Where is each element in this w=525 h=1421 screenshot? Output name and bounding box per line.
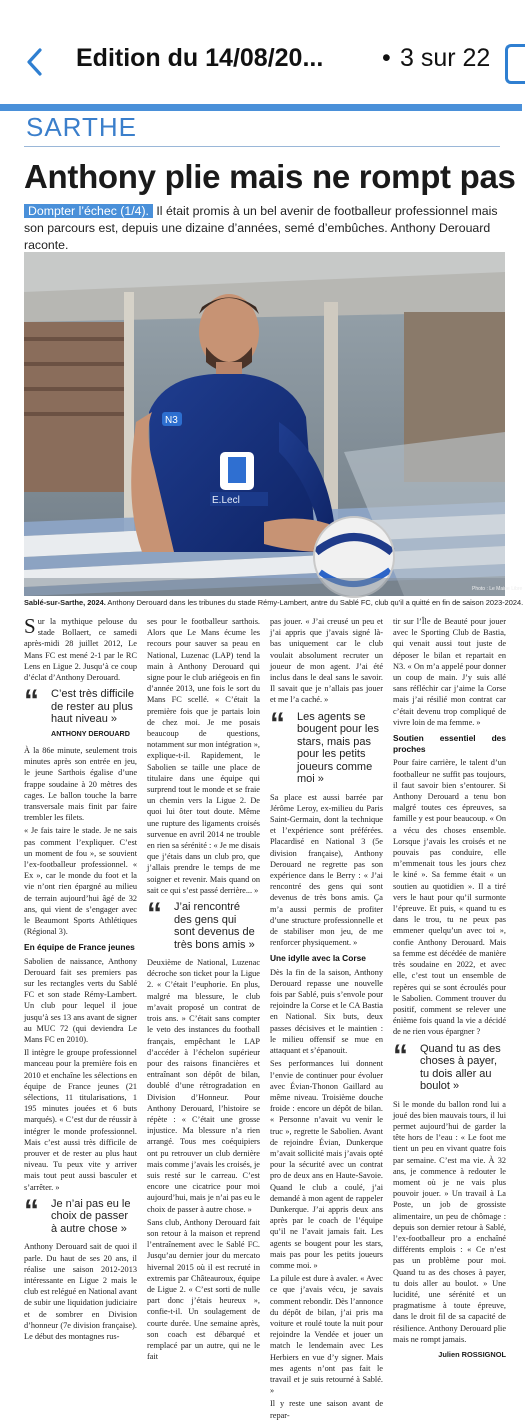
svg-text:N3: N3 — [165, 415, 178, 426]
paragraph: pas jouer. « J’ai creusé un peu et j’ai appris que j’avais signé là-bas uniquement car le club voulait absolument recruter un joueur de mon agent. J’ai été inclus dans le deal sans le savoir. Il savait que je n’allais pas jouer et me l’a caché. » — [270, 617, 383, 705]
paragraph: Il y reste une saison avant de repar- — [270, 1399, 383, 1420]
subheading: En équipe de France jeunes — [24, 942, 135, 953]
photo-caption — [24, 598, 524, 607]
paragraph: Dès la fin de la saison, Anthony Derouard repasse une nouvelle fois par Sablé, puis s’envole pour rejoindre la Corse et le CA Bastia en National. Six buts, deux passes décisives et le maintien : le milieu offensif se mue en attaquant et s’épanouit. — [270, 967, 383, 1056]
page-indicator: 3 sur 22 — [400, 44, 491, 72]
author-signature: Julien ROSSIGNOL — [438, 1349, 506, 1359]
edition-title: Edition du 14/08/20... — [76, 44, 324, 72]
pull-quote-text: Quand tu as des choses à payer, tu dois aller au boulot » — [420, 1042, 501, 1093]
top-nav-bar — [0, 0, 522, 100]
next-page-control[interactable] — [505, 44, 525, 84]
paragraph: Deuxième de National, Luzenac décroche son ticket pour la Ligue 2. « C’était l’euphorie. En plus, malgré ma blessure, le club m’avait proposé un contrat de trois ans. » C’était sans compter le veto des instances du football français, empêchant le LAP d’accéder à l’échelon supérieur pour des raisons financières et entraînant son dépôt de bilan, doublé d’une rétrogradation en Division d’Honneur. Pour Anthony Derouard, l’histoire se répète : « C’était une grosse injustice. Ma blessure n’a rien arrangé. Tous mes coéquipiers ont pu retrouver un club dernière mais comme j’avais les croisés, je suis resté sur le carreau. C’est encore une cicatrice pour moi aujourd’hui, mais je n’ai pas eu le choix de passer à autre chose. » — [147, 958, 260, 1214]
pull-quote — [24, 684, 137, 739]
quote-mark-icon: “ — [24, 684, 39, 718]
pull-quote — [393, 1038, 506, 1093]
section-top-rule — [0, 104, 522, 111]
pull-quote — [24, 1193, 137, 1236]
article-photo — [24, 252, 523, 596]
quote-mark-icon: “ — [147, 897, 162, 931]
paragraph: La pilule est dure à avaler. « Avec ce que j’avais vécu, je savais comment rebondir. Dès l’annonce du dépôt de bilan, j’ai pris ma voiture et roulé toute la nuit pour rejoindre la Vendée et jouer un match le lendemain avec Les Herbiers en vue d’y signer. Mais mes agents n’ont pas fait le travail et je suis retourné à Sablé. » — [270, 1274, 383, 1396]
paragraph: tir sur l’Île de Beauté pour jouer avec le Sporting Club de Bastia, qui venait aussi tout juste de déposer le bilan et repartait en N3. « On m’a appelé pour donner un coup de main. J’y suis allé sans réfléchir car j’aime la Corse mais j’ai résilié mon contrat car c’était devenu trop compliqué de vivre loin de ma femme. » — [393, 617, 506, 727]
article-headline: Anthony plie mais ne rompt pas — [24, 158, 516, 195]
pull-quote-author: ANTHONY DEROUARD — [51, 728, 130, 738]
column-2 — [147, 616, 260, 1362]
paragraph: Sabolien de naissance, Anthony Derouard fait ses premiers pas sur les rectangles verts du Sablé FC et son stade Rémy-Lambert. Un club pour lequel il joue jusqu’à ses 13 ans avant de signer au MUC 72 (qui deviendra Le Mans FC en 2010). — [24, 956, 137, 1044]
paragraph: Si le monde du ballon rond lui a joué des bien mauvais tours, il lui permet aujourd’hui de garder la tête hors de l’eau : « Le foot me tient un peu en vivant quatre fois par semaine. C’est ma vie. À 32 ans, je commence à redouter le moment où je ne vais plus pouvoir jouer. » Un travail à La Poste, un job de grossiste alimentaire, un peu de chômage : depuis son dernier retour à Sablé, l’ex-footballeur pro a enchaîné différents emplois : « Ce n’est pas un problème pour moi. Quand tu as des choses à payer, tu dois aller au boulot. » Une lucidité, une sérénité et un pragmatisme à toute épreuve, dans le droit fil de sa capacité de résilience. Anthony Derouard plie mais ne rompt jamais. — [393, 1099, 506, 1344]
quote-mark-icon: “ — [393, 1038, 408, 1072]
column-1 — [24, 614, 137, 1341]
paragraph: Il intègre le groupe professionnel manceau pour la première fois en 2010 et enchaîne les sélections en équipe de France jeunes (21 sélections, 11 titularisations, 1 195 minutes jouées et 6 buts marqués). « C’est dur de réussir à intégrer le monde professionnel. Mais c’est aussi très difficile de prouver et de rester au plus haut niveau. Tu peux vite y arriver mais tout peut aussi basculer et s’arrêter. » — [24, 1048, 137, 1192]
svg-text:E.Lecl: E.Lecl — [212, 495, 240, 506]
column-4 — [393, 616, 506, 1359]
caption-text: Anthony Derouard dans les tribunes du stade Rémy-Lambert, antre du Sablé FC, club qu’il a quitté en fin de saison 2023-2024. — [105, 598, 524, 607]
series-tag: Dompter l’échec (1/4). — [24, 204, 153, 218]
title-separator: • — [382, 44, 391, 72]
caption-place: Sablé-sur-Sarthe, 2024. — [24, 598, 106, 607]
paragraph: ses pour le footballeur sarthois. Alors que Le Mans écume les recours pour sauver sa peau en National, Luzenac (LAP) tend la main à Anthony Derouard qui signe pour le club ariégeois en fin d’année 2013, une fois le sort du Mans FC scellé. « C’était la première fois que je partais loin de chez moi. Je me posais beaucoup de questions, notamment sur mon intégration », explique-t-il. Rapidement, le Sabolien se taille une place de titulaire dans une équipe qui surprend tout le monde et se fraie un chemin vers la Ligue 2. De quoi lui ôter tout doute. Même une rupture des ligaments croisés survenue en avril 2014 ne trouble en rien sa sérénité : « Je me disais que j’étais dans un club pro, que j’allais prendre le temps de me soigner et revenir. Mais quand on sait ce qui s’est passé derrière... » — [147, 617, 260, 895]
paragraph: Sa place est aussi barrée par Jérôme Leroy, ex-milieu du Paris Saint-Germain, dont la technique et l’expérience sont préférées. Placardisé en National 3 (5e division française), Anthony Derouard ne regrette pas son expérience dans le Berry : « J’ai rencontré des gens qui sont devenus de très bons amis. Ça m’a aussi permis de profiter d’une structure professionnelle et de stabiliser mon jeu, de me renforcer physiquement. » — [270, 792, 383, 948]
section-rule — [24, 146, 500, 147]
paragraph: Pour faire carrière, le talent d’un footballeur ne suffit pas toujours, il faut savoir bien s’entourer. Si Anthony Derouard a tenu bon malgré toutes ces épreuves, sa famille y est pour beaucoup. « On a vécu des choses ensemble. Lorsque j’avais les croisés et ne pouvais pas conduire, elle m’emmenait tous les jours chez le kiné ». Sa femme était « un soutien au quotidien ». Il a tiré vers le haut pour qu’il surmonte l’épreuve. Et puis, « quand tu es dans le trou, tu ne peux pas emmener quelqu’un avec toi », confie Anthony Derouard. Mais sa femme est décédée de manière très soudaine en 2022, et avec elle, c’est tout un ensemble de repères qui se sont écroulés pour le Sabolien. Comment trouver du positif, comment se relever une énième fois quand la vie a décidé de ne rien vous épargner ? — [393, 758, 506, 1037]
quote-mark-icon: “ — [270, 706, 285, 740]
pull-quote-text: Je n’ai pas eu le choix de passer à autre chose » — [51, 1197, 131, 1235]
quote-mark-icon: “ — [24, 1193, 39, 1227]
subheading: Une idylle avec la Corse — [270, 953, 366, 964]
pull-quote-text: Les agents se bougent pour les stars, mais pas pour les petits joueurs comme moi » — [297, 710, 379, 786]
paragraph: « Je fais taire le stade. Je ne sais pas comment l’expliquer. C’est un moment de fou », se souvient l’ex-footballeur professionnel. « Ex », car le monde du foot et la vie n’ont rien épargné au milieu de terrain aujourd’hui âgé de 32 ans, qui vient de s’engager avec le Beaumont Sports Athlétiques (Régional 3). — [24, 826, 137, 937]
pull-quote — [270, 706, 383, 786]
drop-cap: S — [24, 614, 36, 638]
paragraph: Anthony Derouard sait de quoi il parle. Du haut de ses 20 ans, il réalise une saison 2012-2013 intéressante en Ligue 2 mais le club est relégué en National avant de subir une liquidation judiciaire et de sombrer en Division d’honneur (7e division française). Le début des montagnes rus- — [24, 1242, 137, 1341]
paragraph: Sans club, Anthony Derouard fait son retour à la maison et reprend l’entraînement avec le Sablé FC. Jusqu’au dernier jour du mercato hivernal 2015 où il est recruté in extremis par Châteauroux, équipe de Ligue 2. « C’est sorti de nulle part donc j’étais heureux », confie-t-il. Un soulagement de courte durée. Une semaine après, son coach est débarqué et remplacé par un autre, qui ne le fait — [147, 1217, 260, 1362]
article-lede — [24, 203, 502, 254]
pull-quote — [147, 897, 260, 951]
column-3 — [270, 616, 383, 1420]
article-body — [24, 614, 506, 1420]
paragraph: Ses performances lui donnent l’envie de continuer pour évoluer avec Évian-Thonon Gaillard au même niveau. Troisième douche froide : encore un dépôt de bilan. « Personne n’avait vu venir le truc », regrette le Sabolien. Avant de rejoindre Évian, Dunkerque m’avait sollicité mais j’avais opté pour la sécurité avec un contrat pro de deux ans en Haute-Savoie. Quand le club a coulé, j’ai demandé à mon agent de rappeler Dunkerque. J’ai appris deux ans après par le coach de l’équipe qu’il ne l’avait jamais fait. Les agents se bougent pour les stars, mais pas pour les petits joueurs comme moi. » — [270, 1059, 383, 1270]
section-title: SARTHE — [26, 112, 137, 142]
pull-quote-text: C’est très difficile de rester au plus haut niveau » — [51, 688, 134, 726]
photo-credit: Photo : Le Maine Libre — [472, 586, 523, 592]
paragraph: Sur la mythique pelouse du stade Bollaert, ce samedi après-midi 28 juillet 2012, Le Mans FC est mené 2-1 par le RC Lens en Ligue 2. Jusqu’à ce coup d’éclat d’Anthony Derouard. — [24, 614, 137, 683]
back-chevron-icon[interactable] — [20, 44, 52, 80]
subheading: Soutien essentiel des proches — [393, 733, 506, 755]
pull-quote-text: J’ai rencontré des gens qui sont devenus de très bons amis » — [174, 901, 255, 951]
paragraph: À la 86e minute, seulement trois minutes après son entrée en jeu, le jeune Sarthois égalise d’une frappe soudaine à 20 mètres des cages. Le ballon touche la barre transversale mais finit par faire trembler les filets. — [24, 745, 137, 823]
lede-text: Il était promis à un bel avenir de footballeur professionnel mais son parcours est, depuis une dizaine d’années, semé d’embûches. Anthony Derouard raconte. — [24, 204, 498, 252]
